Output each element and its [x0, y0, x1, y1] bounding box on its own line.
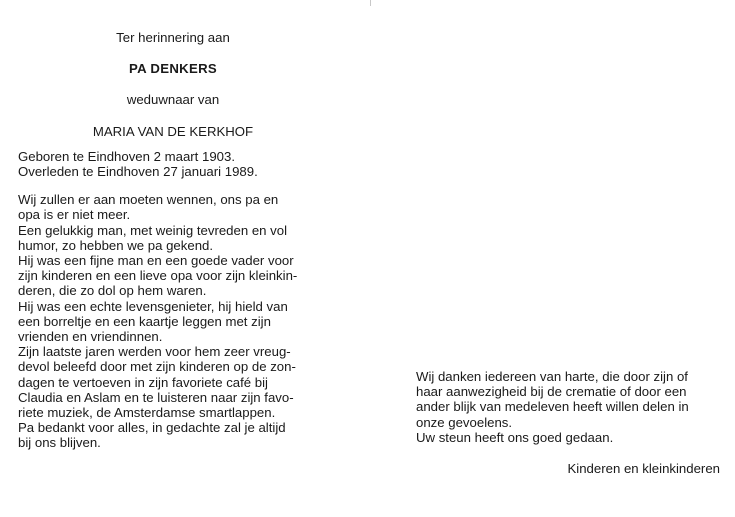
- left-page: [18, 30, 348, 451]
- text-line: dagen te vertoeven in zijn favoriete café bij: [18, 374, 268, 390]
- thanks-text: [416, 369, 726, 445]
- text-line: riete muziek, de Amsterdamse smartlappen.: [18, 405, 276, 421]
- intro-line: Ter herinnering aan: [116, 30, 230, 45]
- text-line: Pa bedankt voor alles, in gedachte zal je altijd: [18, 420, 286, 436]
- text-line: bij ons blijven.: [18, 435, 101, 451]
- text-line: Hij was een fijne man en een goede vader voor: [18, 253, 294, 269]
- dates-block: [18, 149, 348, 179]
- thanks-line: Wij danken iedereen van harte, die door zijn of: [416, 369, 688, 384]
- text-line: een borreltje en een kaartje leggen met zijn: [18, 313, 271, 329]
- text-line: devol beleefd door met zijn kinderen op de zon-: [18, 359, 296, 375]
- text-line: zijn kinderen en een lieve opa voor zijn kleinkin-: [18, 268, 298, 284]
- signoff: Kinderen en kleinkinderen: [567, 461, 720, 477]
- remembrance-text: [18, 192, 348, 450]
- birth-line: Geboren te Eindhoven 2 maart 1903.: [18, 148, 236, 164]
- thanks-line: Uw steun heeft ons goed gedaan.: [416, 429, 614, 445]
- fold-mark: [370, 0, 371, 6]
- text-line: Zijn laatste jaren werden voor hem zeer vreug-: [18, 344, 291, 360]
- text-line: opa is er niet meer.: [18, 207, 131, 223]
- spouse-name: MARIA VAN DE KERKHOF: [92, 123, 254, 139]
- text-line: deren, die zo dol op hem waren.: [18, 283, 207, 299]
- death-line: Overleden te Eindhoven 27 januari 1989.: [18, 164, 258, 180]
- thanks-line: onze gevoelens.: [416, 414, 513, 430]
- text-line: Hij was een echte levensgenieter, hij hield van: [18, 298, 288, 314]
- thanks-line: haar aanwezigheid bij de crematie of door een: [416, 384, 687, 400]
- text-line: Wij zullen er aan moeten wennen, ons pa en: [18, 192, 279, 208]
- text-line: Een gelukkig man, met weinig tevreden en vol: [18, 222, 288, 238]
- right-page: [416, 369, 726, 476]
- thanks-line: ander blijk van medeleven heeft willen delen in: [416, 399, 689, 415]
- text-line: vrienden en vriendinnen.: [18, 329, 163, 345]
- relation-line: weduwnaar van: [126, 92, 220, 108]
- deceased-name: PA DENKERS: [129, 61, 217, 77]
- text-line: humor, zo hebben we pa gekend.: [18, 237, 214, 253]
- text-line: Claudia en Aslam en te luisteren naar zijn favo-: [18, 389, 294, 405]
